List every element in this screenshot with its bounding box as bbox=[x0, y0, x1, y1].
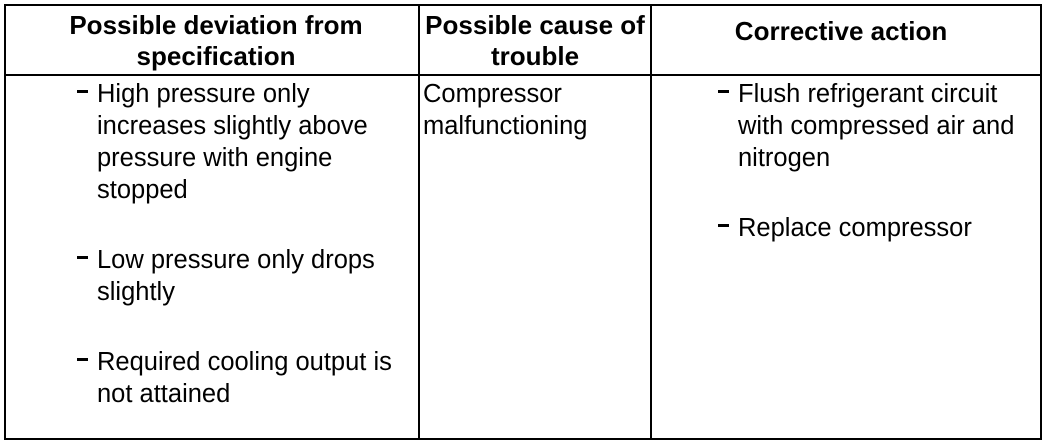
header-action: Corrective action bbox=[734, 16, 948, 46]
dash-bullet-icon bbox=[77, 90, 88, 93]
list-item: High pressure only increases slightly above pressure with engine stopped bbox=[77, 78, 417, 206]
list-item: Required cooling output is not attained bbox=[77, 346, 417, 410]
list-item: Flush refrigerant circuit with compressed air and nitrogen bbox=[718, 78, 1038, 174]
action-cell bbox=[718, 78, 1038, 244]
list-item: Replace compressor bbox=[718, 212, 1038, 244]
column-divider-2 bbox=[650, 6, 652, 438]
dash-bullet-icon bbox=[718, 90, 729, 93]
dash-bullet-icon bbox=[77, 256, 88, 259]
troubleshooting-table bbox=[4, 4, 1042, 440]
header-cause: Possible cause of trouble bbox=[425, 10, 645, 71]
column-divider-1 bbox=[418, 6, 420, 438]
header-divider bbox=[6, 74, 1040, 76]
cause-cell: Compressor malfunctioning bbox=[423, 80, 588, 140]
list-item: Low pressure only drops slightly bbox=[77, 244, 417, 308]
header-deviation: Possible deviation from specification bbox=[69, 10, 363, 71]
dash-bullet-icon bbox=[718, 224, 729, 227]
dash-bullet-icon bbox=[77, 358, 88, 361]
deviation-cell bbox=[77, 78, 417, 410]
